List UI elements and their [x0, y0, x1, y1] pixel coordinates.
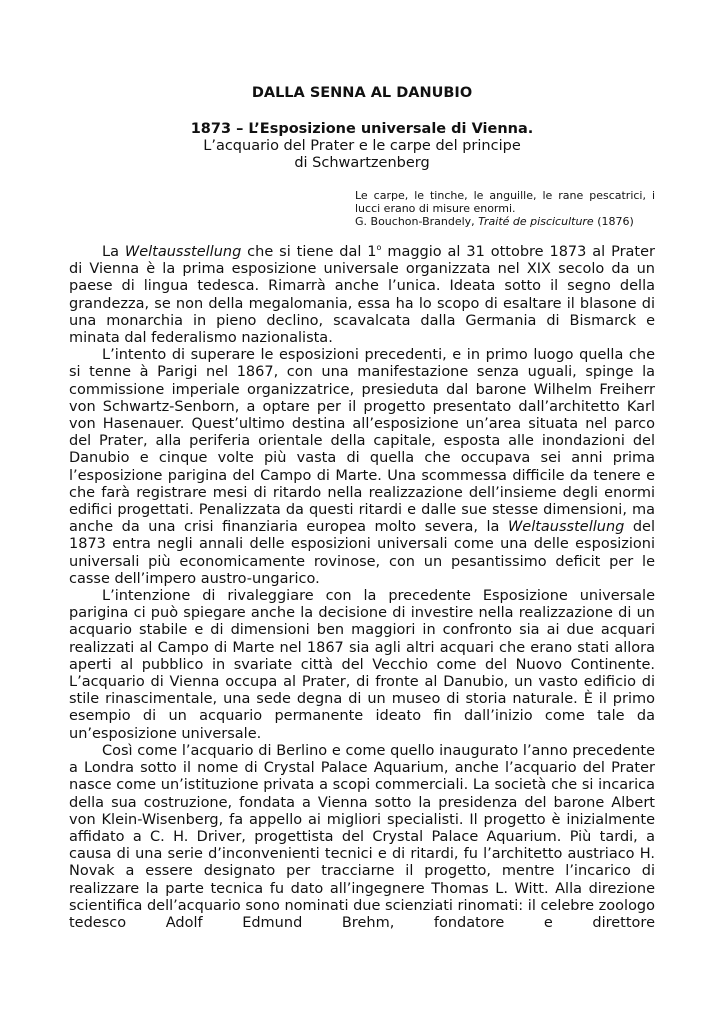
chapter-heading-line-2: L’acquario del Prater e le carpe del principe [203, 138, 521, 154]
epigraph-quote: Le carpe, le tinche, le anguille, le rane pescatrici, i lucci erano di misure enormi. [355, 189, 655, 215]
paragraph-4: Così come l’acquario di Berlino e come quello inaugurato l’anno precedente a Londra sotto il nome di Crystal Palace Aquarium, anche l’acquario del Prater nasce come un’istituzione privata a scopi commerciali. La società che si incarica della sua costruzione, fondata a Vienna sotto la presidenza del barone Albert von Klein-Wisenberg, fa appello ai migliori specialisti. Il progetto è inizialmente affidato a C. H. Driver, progettista del Crystal Palace Aquarium. Più tardi, a causa di una serie d’inconvenienti tecnici e di ritardi, fu l’architetto austriaco H. Novak a essere designato per tracciarne il progetto, mentre l’incarico di realizzare la parte tecnica fu dato all’ingegnere Thomas L. Witt. Alla direzione scientifica dell’acquario sono nominati due scienziati rinomati: il celebre zoologo tedesco Adolf Edmund Brehm, fondatore e direttore [69, 742, 656, 931]
paragraph-1-part-a: La [102, 244, 125, 260]
paragraph-1-italic: Weltausstellung [124, 244, 242, 260]
chapter-heading [69, 121, 655, 172]
epigraph-author: G. Bouchon-Brandely, [355, 215, 475, 228]
body-text [69, 244, 655, 932]
epigraph-year: (1876) [597, 215, 634, 228]
paragraph-1-part-d: maggio al 31 ottobre 1873 al Prater di Vienna è la prima esposizione universale organizzata nel XIX secolo da un paese di lingua tedesca. Rimarrà anche l’unica. Ideata sotto il segno della grandezza, se non della megalomania, essa ha lo scopo di esaltare il blasone di una monarchia in pieno declino, scavalcata dalla Germania di Bismarck e minata dal federalismo nazionalista. [69, 244, 655, 347]
paragraph-2-part-c: del 1873 entra negli annali delle esposizioni universali come una delle esposizioni universali più economicamente rovinose, con un pesantissimo deficit per le casse dell’impero austro-ungarico. [69, 519, 655, 587]
document-title: DALLA SENNA AL DANUBIO [251, 85, 473, 101]
chapter-heading-line-3: di Schwartzenberg [294, 155, 430, 171]
paragraph-1 [69, 244, 655, 347]
paragraph-2-italic: Weltausstellung [507, 519, 625, 536]
paragraph-2 [69, 347, 655, 588]
chapter-heading-line-1: 1873 – L’Esposizione universale di Vienna. [190, 121, 534, 137]
paragraph-1-part-c: che si tiene dal 1 [241, 244, 377, 260]
paragraph-2-part-a: L’intento di superare le esposizioni precedenti, e in primo luogo quella che si tenne à Parigi nel 1867, con una manifestazione senza uguali, spinge la commissione imperiale organizzatrice, presieduta dal barone Wilhelm Freiherr von Schwartz-Senborn, a optare per il progetto presentato dall’architetto Karl von Hasenauer. Quest’ultimo destina all’esposizione un’area situata nel parco del Prater, alla periferia orientale della capitale, esposta alle inondazioni del Danubio e cinque volte più vasta di quella che occupava sei anni prima l’esposizione parigina del Campo di Marte. Una scommessa difficile da tenere e che farà registrare mesi di ritardo nella realizzazione dell’insieme degli enormi edifici progettati. Penalizzata da questi ritardi e dalle sue stesse dimensioni, ma anche da una crisi finanziaria europea molto severa, la [69, 347, 655, 536]
ordinal-superscript: o [376, 243, 382, 253]
document-page [69, 84, 655, 932]
epigraph-work: Traité de pisciculture [478, 215, 594, 228]
epigraph [355, 189, 655, 228]
epigraph-source [355, 215, 655, 228]
paragraph-3: L’intenzione di rivaleggiare con la precedente Esposizione universale parigina ci può spiegare anche la decisione di investire nella realizzazione di un acquario stabile e di dimensioni ben maggiori in confronto sia ai due acquari realizzati al Campo di Marte nel 1867 sia agli altri acquari che erano stati allora aperti al pubblico in svariate città del Vecchio come del Nuovo Continente. L’acquario di Vienna occupa al Prater, di fronte al Danubio, un vasto edificio di stile rinascimentale, una sede degna di un museo di storia naturale. È il primo esempio di un acquario permanente ideato fin dall’inizio come tale da un’esposizione universale. [69, 588, 655, 742]
